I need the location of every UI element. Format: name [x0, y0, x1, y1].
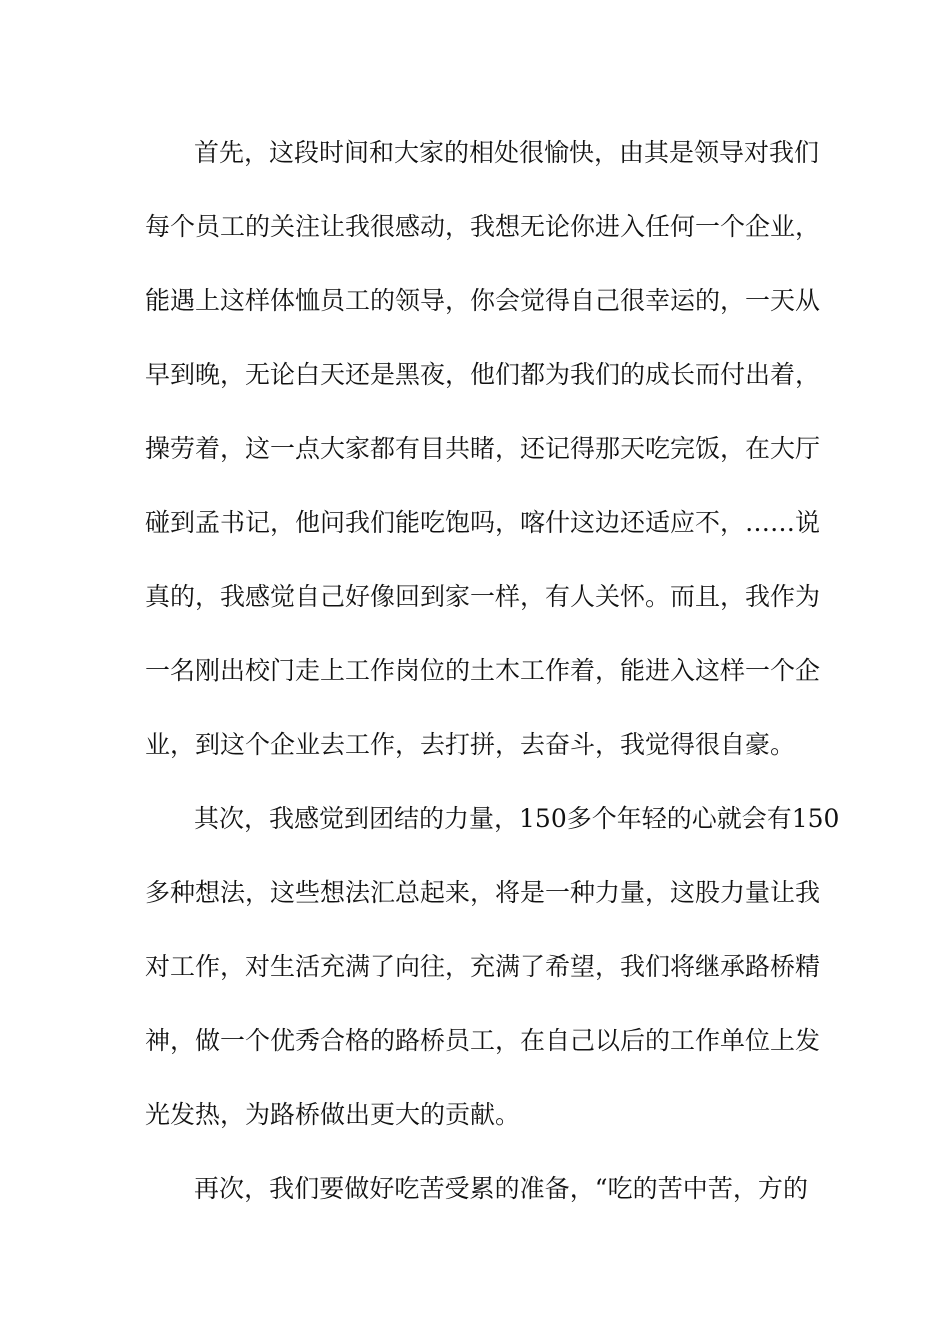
paragraph-1-line-3: 能遇上这样体恤员工的领导，你会觉得自己很幸运的，一天从 [145, 286, 821, 315]
paragraph-1-line-6: 碰到孟书记，他问我们能吃饱吗，喀什这边还适应不，……说 [145, 508, 821, 537]
paragraph-2-line-4: 神，做一个优秀合格的路桥员工，在自己以后的工作单位上发 [145, 1026, 821, 1055]
paragraph-1-line-5: 操劳着，这一点大家都有目共睹，还记得那天吃完饭，在大厅 [145, 434, 821, 463]
paragraph-1-line-9: 业，到这个企业去工作，去打拼，去奋斗，我觉得很自豪。 [145, 730, 796, 759]
paragraph-3-line-1: 再次，我们要做好吃苦受累的准备，“吃的苦中苦，方的 [194, 1174, 808, 1203]
paragraph-1-line-4: 早到晚，无论白天还是黑夜，他们都为我们的成长而付出着， [145, 360, 821, 389]
paragraph-2-line-3: 对工作，对生活充满了向往，充满了希望，我们将继承路桥精 [145, 952, 821, 981]
paragraph-1-line-2: 每个员工的关注让我很感动，我想无论你进入任何一个企业， [145, 212, 821, 241]
paragraph-1-line-7: 真的，我感觉自己好像回到家一样，有人关怀。而且，我作为 [145, 582, 821, 611]
paragraph-2-line-5: 光发热，为路桥做出更大的贡献。 [145, 1100, 521, 1129]
paragraph-1-line-1: 首先，这段时间和大家的相处很愉快，由其是领导对我们 [194, 138, 820, 167]
paragraph-2-line-2: 多种想法，这些想法汇总起来，将是一种力量，这股力量让我 [145, 878, 821, 907]
paragraph-1-line-8: 一名刚出校门走上工作岗位的土木工作着，能进入这样一个企 [145, 656, 821, 685]
paragraph-2-line-1: 其次，我感觉到团结的力量，150多个年轻的心就会有150 [194, 804, 840, 833]
